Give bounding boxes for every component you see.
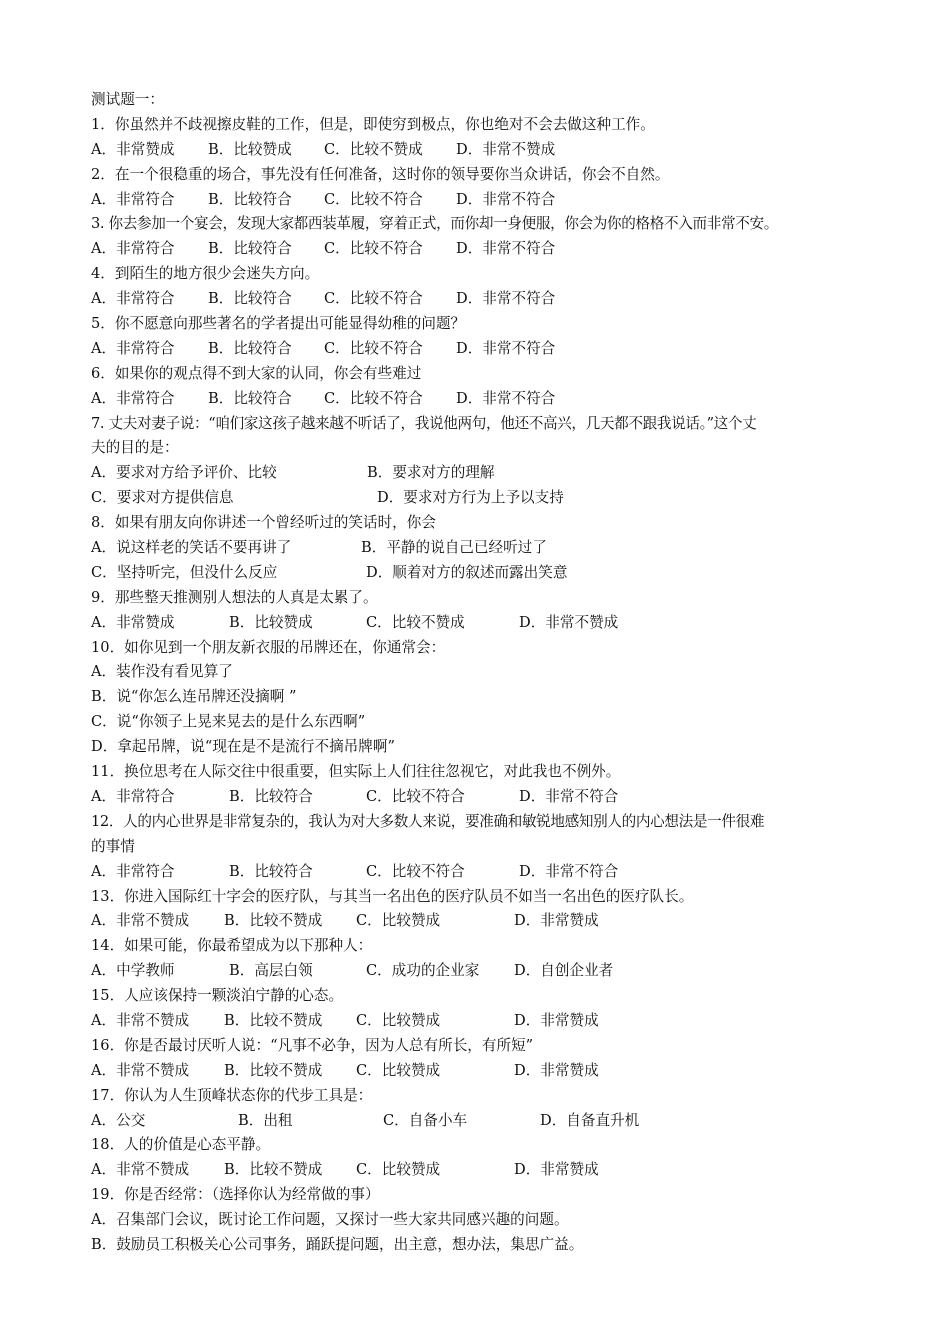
- option-4c: C．比较不符合: [324, 290, 423, 308]
- options-row-9: [91, 611, 881, 636]
- option-1a: A．非常赞成: [91, 140, 175, 158]
- options-row-5: [91, 337, 881, 362]
- option-5d: D．非常不符合: [456, 339, 556, 357]
- question-8: 8．如果有朋友向你讲述一个曾经听过的笑话时，你会: [91, 514, 436, 532]
- options-row-2: [91, 188, 881, 213]
- option-5a: A．非常符合: [91, 339, 175, 357]
- question-4: 4．到陌生的地方很少会迷失方向。: [91, 265, 320, 283]
- option-13a: A．非常不赞成: [91, 912, 190, 930]
- option-11c: C．比较不符合: [366, 787, 465, 805]
- option-8c: C．坚持听完，但没什么反应: [91, 563, 278, 581]
- question-19: 19．你是否经常：（选择你认为经常做的事）: [91, 1186, 380, 1204]
- options-row-8a: [91, 536, 881, 561]
- option-13d: D．非常赞成: [514, 912, 599, 930]
- option-15d: D．非常赞成: [514, 1011, 599, 1029]
- question-6: 6．如果你的观点得不到大家的认同，你会有些难过: [91, 364, 422, 382]
- options-row-12: [91, 860, 881, 885]
- option-2c: C．比较不符合: [324, 190, 423, 208]
- option-12a: A．非常符合: [91, 862, 175, 880]
- option-16b: B．比较不赞成: [224, 1061, 323, 1079]
- options-row-16: [91, 1059, 881, 1084]
- option-7b: B．要求对方的理解: [367, 464, 495, 482]
- option-17a: A．公交: [91, 1111, 146, 1129]
- options-row-6: [91, 387, 881, 412]
- option-9d: D．非常不赞成: [519, 613, 619, 631]
- option-2b: B．比较符合: [208, 190, 292, 208]
- question-11: 11．换位思考在人际交往中很重要，但实际上人们往往忽视它，对此我也不例外。: [91, 763, 621, 781]
- question-2: 2．在一个很稳重的场合，事先没有任何准备，这时你的领导要你当众讲话，你会不自然。: [91, 165, 670, 183]
- option-18d: D．非常赞成: [514, 1161, 599, 1179]
- option-15b: B．比较不赞成: [224, 1011, 323, 1029]
- option-10d: D．拿起吊牌，说“现在是不是流行不摘吊牌啊”: [91, 738, 395, 756]
- question-18: 18．人的价值是心态平静。: [91, 1136, 271, 1154]
- option-10c: C．说“你领子上晃来晃去的是什么东西啊”: [91, 713, 366, 731]
- option-9a: A．非常赞成: [91, 613, 175, 631]
- option-16d: D．非常赞成: [514, 1061, 599, 1079]
- option-16c: C．比较赞成: [356, 1061, 441, 1079]
- option-3a: A．非常符合: [91, 240, 175, 258]
- options-row-7a: [91, 461, 881, 486]
- option-3c: C．比较不符合: [324, 240, 423, 258]
- option-12d: D．非常不符合: [519, 862, 619, 880]
- option-19a: A．召集部门会议，既讨论工作问题，又探讨一些大家共同感兴趣的问题。: [91, 1211, 569, 1229]
- options-row-15: [91, 1009, 881, 1034]
- option-7c: C．要求对方提供信息: [91, 489, 234, 507]
- options-row-4: [91, 287, 881, 312]
- option-17c: C．自备小车: [383, 1111, 468, 1129]
- option-13b: B．比较不赞成: [224, 912, 323, 930]
- option-6a: A．非常符合: [91, 389, 175, 407]
- option-12b: B．比较符合: [229, 862, 313, 880]
- question-14: 14．如果可能，你最希望成为以下那种人：: [91, 937, 373, 955]
- options-row-11: [91, 785, 881, 810]
- option-2a: A．非常符合: [91, 190, 175, 208]
- option-8d: D．顺着对方的叙述而露出笑意: [366, 563, 568, 581]
- question-17: 17．你认为人生顶峰状态你的代步工具是：: [91, 1086, 373, 1104]
- options-row-7b: [91, 486, 881, 511]
- option-8a: A．说这样老的笑话不要再讲了: [91, 539, 292, 557]
- option-15c: C．比较赞成: [356, 1011, 441, 1029]
- options-row-3: [91, 237, 881, 262]
- option-14c: C．成功的企业家: [366, 962, 480, 980]
- option-14a: A．中学教师: [91, 962, 175, 980]
- option-6b: B．比较符合: [208, 389, 292, 407]
- option-4a: A．非常符合: [91, 290, 175, 308]
- option-5c: C．比较不符合: [324, 339, 423, 357]
- question-1: 1．你虽然并不歧视擦皮鞋的工作，但是，即使穷到极点，你也绝对不会去做这种工作。: [91, 115, 655, 133]
- option-11b: B．比较符合: [229, 787, 313, 805]
- option-9b: B．比较赞成: [229, 613, 313, 631]
- question-15: 15．人应该保持一颗淡泊宁静的心态。: [91, 987, 344, 1005]
- option-11a: A．非常符合: [91, 787, 175, 805]
- question-12-line-2: 的事情: [91, 837, 135, 855]
- options-row-17: [91, 1109, 881, 1134]
- options-row-8b: [91, 561, 881, 586]
- options-row-18: [91, 1158, 881, 1183]
- option-4b: B．比较符合: [208, 290, 292, 308]
- option-7d: D．要求对方行为上予以支持: [377, 489, 564, 507]
- option-14b: B．高层白领: [229, 962, 313, 980]
- option-6c: C．比较不符合: [324, 389, 423, 407]
- option-1c: C．比较不赞成: [324, 140, 423, 158]
- option-11d: D．非常不符合: [519, 787, 619, 805]
- option-13c: C．比较赞成: [356, 912, 441, 930]
- option-9c: C．比较不赞成: [366, 613, 465, 631]
- option-5b: B．比较符合: [208, 339, 292, 357]
- question-9: 9．那些整天推测别人想法的人真是太累了。: [91, 588, 378, 606]
- question-3: 3. 你去参加一个宴会，发现大家都西装革履，穿着正式，而你却一身便服，你会为你的格格不入而非常不安。: [91, 215, 778, 233]
- option-18b: B．比较不赞成: [224, 1161, 323, 1179]
- question-16: 16．你是否最讨厌听人说：“凡事不必争，因为人总有所长，有所短”: [91, 1036, 534, 1054]
- document-body: [91, 88, 881, 1258]
- option-15a: A．非常不赞成: [91, 1011, 190, 1029]
- option-17d: D．自备直升机: [540, 1111, 640, 1129]
- option-18c: C．比较赞成: [356, 1161, 441, 1179]
- question-5: 5．你不愿意向那些著名的学者提出可能显得幼稚的问题？: [91, 315, 466, 333]
- option-3d: D．非常不符合: [456, 240, 556, 258]
- question-12-line-1: 12．人的内心世界是非常复杂的，我认为对大多数人来说，要准确和敏锐地感知别人的内心想法是一件很难: [91, 812, 765, 830]
- question-7-line-1: 7. 丈夫对妻子说：“咱们家这孩子越来越不听话了，我说他两句，他还不高兴，几天都不跟我说话。”这个丈: [91, 414, 757, 432]
- option-12c: C．比较不符合: [366, 862, 465, 880]
- option-7a: A．要求对方给予评价、比较: [91, 464, 277, 482]
- document-title: 测试题一：: [91, 91, 164, 108]
- question-10: 10．如你见到一个朋友新衣服的吊牌还在，你通常会：: [91, 638, 446, 656]
- option-19b: B．鼓励员工积极关心公司事务，踊跃提问题，出主意，想办法，集思广益。: [91, 1235, 584, 1253]
- options-row-1: [91, 138, 881, 163]
- option-10b: B．说“你怎么连吊牌还没摘啊 ”: [91, 688, 297, 706]
- option-1d: D．非常不赞成: [456, 140, 556, 158]
- option-2d: D．非常不符合: [456, 190, 556, 208]
- option-10a: A．装作没有看见算了: [91, 663, 233, 681]
- option-6d: D．非常不符合: [456, 389, 556, 407]
- option-18a: A．非常不赞成: [91, 1161, 190, 1179]
- question-7-line-2: 夫的目的是：: [91, 439, 179, 457]
- options-row-13: [91, 909, 881, 934]
- option-14d: D．自创企业者: [514, 962, 614, 980]
- option-16a: A．非常不赞成: [91, 1061, 190, 1079]
- option-8b: B．平静的说自己已经听过了: [361, 539, 547, 557]
- option-3b: B．比较符合: [208, 240, 292, 258]
- question-13: 13．你进入国际红十字会的医疗队，与其当一名出色的医疗队员不如当一名出色的医疗队长。: [91, 887, 694, 905]
- option-1b: B．比较赞成: [208, 140, 292, 158]
- option-4d: D．非常不符合: [456, 290, 556, 308]
- option-17b: B．出租: [238, 1111, 293, 1129]
- options-row-14: [91, 959, 881, 984]
